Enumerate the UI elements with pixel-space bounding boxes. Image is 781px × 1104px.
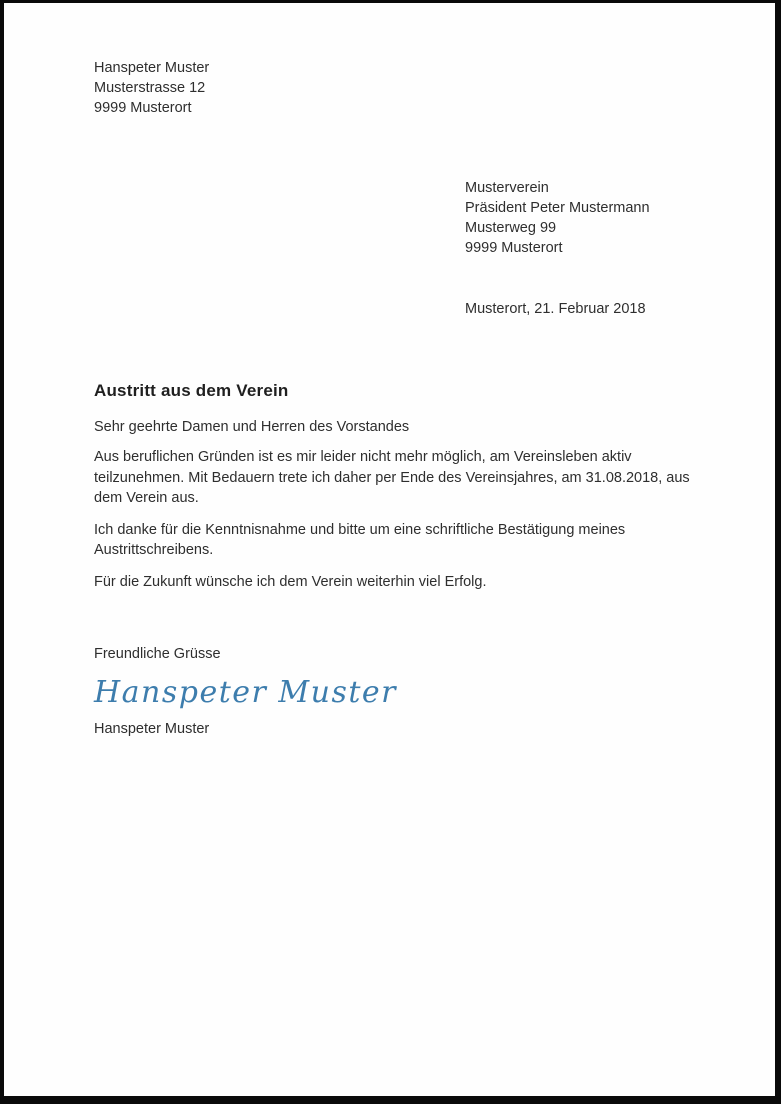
letter-body: [94, 447, 712, 603]
body-paragraph: Aus beruflichen Gründen ist es mir leider nicht mehr möglich, am Vereinsleben aktiv teilzunehmen. Mit Bedauern trete ich daher per Ende des Vereinsjahres, am 31.08.2018, aus dem Verein aus.: [94, 449, 690, 506]
recipient-city: 9999 Musterort: [465, 240, 563, 256]
closing-block: [94, 644, 221, 664]
sender-city: 9999 Musterort: [94, 100, 192, 116]
sender-address-block: [94, 58, 209, 118]
recipient-contact: Präsident Peter Mustermann: [465, 200, 650, 216]
recipient-address-block: [465, 178, 650, 258]
body-paragraph: Ich danke für die Kenntnisnahme und bitte um eine schriftliche Bestätigung meines Austrittschreibens.: [94, 521, 626, 558]
place-and-date: Musterort, 21. Februar 2018: [465, 301, 646, 317]
salutation-block: [94, 417, 409, 437]
recipient-org: Musterverein: [465, 180, 549, 196]
body-paragraph: Für die Zukunft wünsche ich dem Verein weiterhin viel Erfolg.: [94, 573, 487, 590]
date-block: [465, 299, 646, 319]
signature-block: [94, 675, 397, 710]
salutation: Sehr geehrte Damen und Herren des Vorstandes: [94, 419, 410, 435]
closing-phrase: Freundliche Grüsse: [94, 646, 221, 662]
recipient-street: Musterweg 99: [465, 220, 557, 236]
printed-name: Hanspeter Muster: [94, 721, 210, 737]
sender-street: Musterstrasse 12: [94, 80, 206, 96]
subject-line: Austritt aus dem Verein: [94, 381, 289, 400]
handwritten-signature: Hanspeter Muster: [94, 675, 397, 710]
subject-block: [94, 381, 289, 401]
sender-name: Hanspeter Muster: [94, 60, 210, 76]
signature-name-block: [94, 719, 209, 739]
